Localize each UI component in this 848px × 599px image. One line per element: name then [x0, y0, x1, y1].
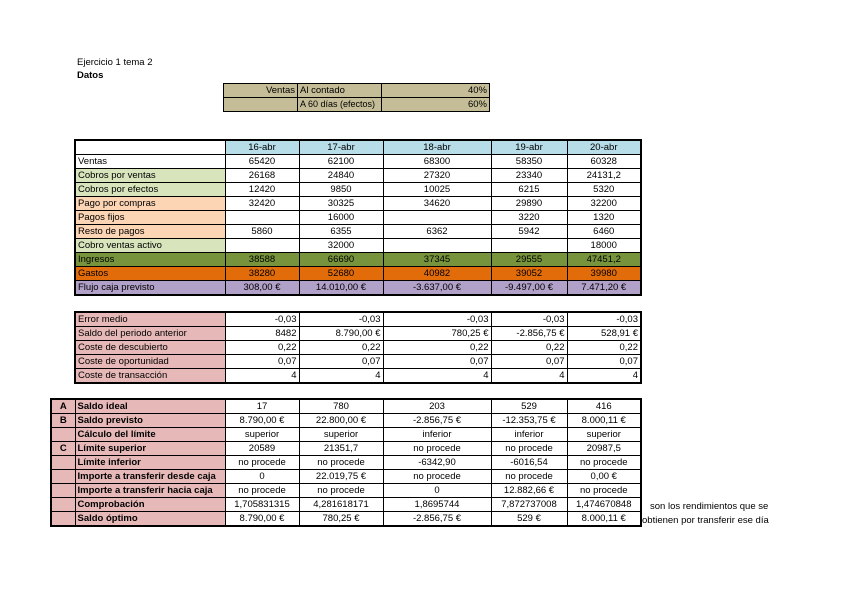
resultado-value-cell[interactable]: 8.000,11 € — [567, 512, 641, 527]
resultado-value-cell[interactable]: superior — [567, 428, 641, 442]
row-tag[interactable] — [51, 470, 75, 484]
coste-value-cell[interactable]: 0,22 — [299, 341, 383, 355]
resultado-value-cell[interactable]: 529 € — [491, 512, 567, 527]
flujo-value-cell[interactable]: 65420 — [225, 155, 299, 169]
coste-value-cell[interactable]: 0,07 — [567, 355, 641, 369]
resultado-row — [51, 428, 641, 442]
flujo-value-cell[interactable]: 10025 — [383, 183, 491, 197]
row-label[interactable]: Gastos — [75, 267, 225, 281]
coste-value-cell[interactable]: 0,22 — [491, 341, 567, 355]
flujo-value-cell[interactable]: 7.471,20 € — [567, 281, 641, 296]
corner-cell[interactable] — [75, 140, 225, 155]
flujo-value-cell[interactable]: 6460 — [567, 225, 641, 239]
resultado-row — [51, 399, 641, 414]
flujo-value-cell[interactable]: 12420 — [225, 183, 299, 197]
resultado-value-cell[interactable]: -2.856,75 € — [383, 414, 491, 428]
resultado-value-cell[interactable]: no procede — [491, 470, 567, 484]
day-header[interactable]: 17-abr — [299, 140, 383, 155]
coste-value-cell[interactable]: -0,03 — [567, 312, 641, 327]
flujo-value-cell[interactable]: 29555 — [491, 253, 567, 267]
datos-label-empty[interactable] — [224, 98, 298, 112]
resultado-value-cell[interactable]: no procede — [491, 442, 567, 456]
resultado-value-cell[interactable]: no procede — [383, 470, 491, 484]
coste-value-cell[interactable]: -2.856,75 € — [491, 327, 567, 341]
day-header[interactable]: 16-abr — [225, 140, 299, 155]
coste-value-cell[interactable]: -0,03 — [299, 312, 383, 327]
flujo-value-cell[interactable]: 34620 — [383, 197, 491, 211]
datos-row-value[interactable]: 40% — [382, 84, 490, 98]
flujo-value-cell[interactable]: 6215 — [491, 183, 567, 197]
coste-value-cell[interactable]: 0,07 — [225, 355, 299, 369]
coste-value-cell[interactable]: 0,22 — [567, 341, 641, 355]
coste-row — [75, 355, 641, 369]
row-label[interactable]: Flujo caja previsto — [75, 281, 225, 296]
flujo-value-cell[interactable]: 29890 — [491, 197, 567, 211]
flujo-value-cell[interactable] — [225, 211, 299, 225]
flujo-value-cell[interactable]: 39052 — [491, 267, 567, 281]
flujo-value-cell[interactable]: 24840 — [299, 169, 383, 183]
row-label[interactable]: Límite inferior — [75, 456, 225, 470]
resultado-value-cell[interactable]: 1,474670848 — [567, 498, 641, 512]
flujo-row — [75, 267, 641, 281]
resultado-value-cell[interactable]: 22.019,75 € — [299, 470, 383, 484]
flujo-value-cell[interactable]: 9850 — [299, 183, 383, 197]
flujo-value-cell[interactable]: 5942 — [491, 225, 567, 239]
flujo-row — [75, 225, 641, 239]
flujo-row — [75, 197, 641, 211]
resultado-value-cell[interactable]: 8.790,00 € — [225, 414, 299, 428]
resultado-value-cell[interactable]: 780,25 € — [299, 512, 383, 527]
row-tag[interactable] — [51, 512, 75, 527]
resultado-value-cell[interactable]: 416 — [567, 399, 641, 414]
sheet-title: Ejercicio 1 tema 2 — [77, 57, 153, 68]
coste-value-cell[interactable]: 0,07 — [383, 355, 491, 369]
resultado-value-cell[interactable]: no procede — [567, 484, 641, 498]
datos-label[interactable]: Ventas — [224, 84, 298, 98]
flujo-value-cell[interactable]: 3220 — [491, 211, 567, 225]
coste-value-cell[interactable]: 0,22 — [225, 341, 299, 355]
day-header[interactable]: 19-abr — [491, 140, 567, 155]
flujo-value-cell[interactable]: 39980 — [567, 267, 641, 281]
resultado-value-cell[interactable]: no procede — [225, 484, 299, 498]
resultado-row — [51, 512, 641, 527]
row-label[interactable]: Cobro ventas activo — [75, 239, 225, 253]
resultado-value-cell[interactable]: 12.882,66 € — [491, 484, 567, 498]
resultado-value-cell[interactable]: no procede — [299, 484, 383, 498]
flujo-value-cell[interactable]: 38588 — [225, 253, 299, 267]
resultado-table — [50, 398, 642, 527]
row-label[interactable]: Saldo ideal — [75, 399, 225, 414]
row-label[interactable]: Cálculo del límite — [75, 428, 225, 442]
resultado-row — [51, 498, 641, 512]
flujo-value-cell[interactable]: 38280 — [225, 267, 299, 281]
row-tag[interactable] — [51, 498, 75, 512]
coste-value-cell[interactable]: 0,07 — [491, 355, 567, 369]
datos-row-name[interactable]: Al contado — [298, 84, 382, 98]
row-tag[interactable]: A — [51, 399, 75, 414]
flujo-value-cell[interactable]: 52680 — [299, 267, 383, 281]
resultado-row — [51, 456, 641, 470]
flujo-row — [75, 169, 641, 183]
row-label[interactable]: Resto de pagos — [75, 225, 225, 239]
flujo-value-cell[interactable]: 308,00 € — [225, 281, 299, 296]
flujo-value-cell[interactable]: 32000 — [299, 239, 383, 253]
flujo-value-cell[interactable]: 32200 — [567, 197, 641, 211]
flujo-value-cell[interactable]: 24131,2 — [567, 169, 641, 183]
row-label[interactable]: Error medio — [75, 312, 225, 327]
costes-table — [74, 311, 642, 384]
resultado-value-cell[interactable]: 8.790,00 € — [225, 512, 299, 527]
row-label[interactable]: Cobros por ventas — [75, 169, 225, 183]
row-label[interactable]: Ventas — [75, 155, 225, 169]
datos-row-name[interactable]: A 60 días (efectos) — [298, 98, 382, 112]
day-header[interactable]: 18-abr — [383, 140, 491, 155]
resultado-value-cell[interactable]: 0,00 € — [567, 470, 641, 484]
row-label[interactable]: Comprobación — [75, 498, 225, 512]
flujo-value-cell[interactable]: 47451,2 — [567, 253, 641, 267]
row-label[interactable]: Saldo del periodo anterior — [75, 327, 225, 341]
resultado-value-cell[interactable]: inferior — [491, 428, 567, 442]
resultado-value-cell[interactable]: no procede — [299, 456, 383, 470]
coste-row — [75, 312, 641, 327]
flujo-value-cell[interactable]: 14.010,00 € — [299, 281, 383, 296]
flujo-value-cell[interactable]: 66690 — [299, 253, 383, 267]
flujo-value-cell[interactable]: 62100 — [299, 155, 383, 169]
flujo-row — [75, 281, 641, 296]
flujo-value-cell[interactable] — [383, 211, 491, 225]
day-header[interactable]: 20-abr — [567, 140, 641, 155]
row-label[interactable]: Saldo previsto — [75, 414, 225, 428]
sheet-subtitle: Datos — [77, 70, 104, 81]
flujo-value-cell[interactable]: 1320 — [567, 211, 641, 225]
coste-value-cell[interactable]: 780,25 € — [383, 327, 491, 341]
resultado-row — [51, 470, 641, 484]
resultado-value-cell[interactable]: 1,8695744 — [383, 498, 491, 512]
flujo-value-cell[interactable]: 40982 — [383, 267, 491, 281]
datos-row-value[interactable]: 60% — [382, 98, 490, 112]
flujo-row — [75, 253, 641, 267]
flujo-row — [75, 211, 641, 225]
coste-row — [75, 369, 641, 384]
row-tag[interactable]: C — [51, 442, 75, 456]
coste-value-cell[interactable]: 4 — [567, 369, 641, 384]
resultado-value-cell[interactable]: -2.856,75 € — [383, 512, 491, 527]
coste-value-cell[interactable]: 0,22 — [383, 341, 491, 355]
resultado-value-cell[interactable]: -6016,54 — [491, 456, 567, 470]
flujo-value-cell[interactable]: 37345 — [383, 253, 491, 267]
resultado-value-cell[interactable]: -6342,90 — [383, 456, 491, 470]
resultado-row — [51, 442, 641, 456]
datos-table — [223, 83, 490, 112]
resultado-value-cell[interactable]: 203 — [383, 399, 491, 414]
resultado-value-cell[interactable]: 20987,5 — [567, 442, 641, 456]
coste-value-cell[interactable]: -0,03 — [491, 312, 567, 327]
row-label[interactable]: Ingresos — [75, 253, 225, 267]
coste-value-cell[interactable]: 4 — [383, 369, 491, 384]
note-line-1: son los rendimientos que se — [650, 501, 769, 512]
coste-value-cell[interactable]: -0,03 — [383, 312, 491, 327]
resultado-row — [51, 414, 641, 428]
coste-value-cell[interactable]: 8482 — [225, 327, 299, 341]
coste-value-cell[interactable]: 4 — [299, 369, 383, 384]
flujo-value-cell[interactable]: 27320 — [383, 169, 491, 183]
resultado-value-cell[interactable]: 529 — [491, 399, 567, 414]
row-tag[interactable] — [51, 428, 75, 442]
row-label[interactable]: Límite superior — [75, 442, 225, 456]
flujo-value-cell[interactable] — [383, 239, 491, 253]
coste-value-cell[interactable]: 4 — [225, 369, 299, 384]
resultado-value-cell[interactable]: 0 — [383, 484, 491, 498]
resultado-value-cell[interactable]: 780 — [299, 399, 383, 414]
resultado-value-cell[interactable]: 20589 — [225, 442, 299, 456]
coste-row — [75, 327, 641, 341]
resultado-value-cell[interactable]: 1,705831315 — [225, 498, 299, 512]
flujo-value-cell[interactable]: -9.497,00 € — [491, 281, 567, 296]
resultado-value-cell[interactable]: 17 — [225, 399, 299, 414]
resultado-value-cell[interactable]: inferior — [383, 428, 491, 442]
resultado-value-cell[interactable]: 22.800,00 € — [299, 414, 383, 428]
flujo-row — [75, 239, 641, 253]
flujo-value-cell[interactable]: 5320 — [567, 183, 641, 197]
row-label[interactable]: Pago por compras — [75, 197, 225, 211]
flujo-value-cell[interactable]: -3.637,00 € — [383, 281, 491, 296]
row-tag[interactable] — [51, 456, 75, 470]
resultado-value-cell[interactable]: no procede — [383, 442, 491, 456]
flujo-value-cell[interactable]: 5860 — [225, 225, 299, 239]
flujo-value-cell[interactable]: 26168 — [225, 169, 299, 183]
flujo-value-cell[interactable]: 16000 — [299, 211, 383, 225]
coste-value-cell[interactable]: 4 — [491, 369, 567, 384]
flujo-value-cell[interactable] — [491, 239, 567, 253]
resultado-row — [51, 484, 641, 498]
row-label[interactable]: Coste de descubierto — [75, 341, 225, 355]
coste-row — [75, 341, 641, 355]
flujo-table — [74, 139, 642, 296]
flujo-value-cell[interactable]: 60328 — [567, 155, 641, 169]
flujo-value-cell[interactable]: 30325 — [299, 197, 383, 211]
flujo-value-cell[interactable]: 23340 — [491, 169, 567, 183]
coste-value-cell[interactable]: 0,07 — [299, 355, 383, 369]
flujo-value-cell[interactable]: 6362 — [383, 225, 491, 239]
resultado-value-cell[interactable]: 8.000,11 € — [567, 414, 641, 428]
resultado-value-cell[interactable]: no procede — [567, 456, 641, 470]
resultado-value-cell[interactable]: 7,872737008 — [491, 498, 567, 512]
flujo-row — [75, 155, 641, 169]
resultado-value-cell[interactable]: superior — [225, 428, 299, 442]
row-label[interactable]: Saldo óptimo — [75, 512, 225, 527]
row-label[interactable]: Importe a transferir desde caja — [75, 470, 225, 484]
row-label[interactable]: Cobros por efectos — [75, 183, 225, 197]
coste-value-cell[interactable]: 528,91 € — [567, 327, 641, 341]
resultado-value-cell[interactable]: 4,281618171 — [299, 498, 383, 512]
flujo-value-cell[interactable]: 58350 — [491, 155, 567, 169]
row-label[interactable]: Pagos fijos — [75, 211, 225, 225]
resultado-value-cell[interactable]: 21351,7 — [299, 442, 383, 456]
flujo-value-cell[interactable]: 6355 — [299, 225, 383, 239]
row-label[interactable]: Coste de transacción — [75, 369, 225, 384]
days-header-row — [75, 140, 641, 155]
row-tag[interactable]: B — [51, 414, 75, 428]
flujo-row — [75, 183, 641, 197]
flujo-value-cell[interactable]: 18000 — [567, 239, 641, 253]
row-label[interactable]: Coste de oportunidad — [75, 355, 225, 369]
row-label[interactable]: Importe a transferir hacia caja — [75, 484, 225, 498]
note-line-2: obtienen por transferir ese día — [642, 515, 769, 526]
resultado-value-cell[interactable]: superior — [299, 428, 383, 442]
flujo-value-cell[interactable]: 32420 — [225, 197, 299, 211]
row-tag[interactable] — [51, 484, 75, 498]
coste-value-cell[interactable]: 8.790,00 € — [299, 327, 383, 341]
resultado-value-cell[interactable]: no procede — [225, 456, 299, 470]
coste-value-cell[interactable]: -0,03 — [225, 312, 299, 327]
resultado-value-cell[interactable]: -12.353,75 € — [491, 414, 567, 428]
flujo-value-cell[interactable]: 68300 — [383, 155, 491, 169]
resultado-value-cell[interactable]: 0 — [225, 470, 299, 484]
flujo-value-cell[interactable] — [225, 239, 299, 253]
